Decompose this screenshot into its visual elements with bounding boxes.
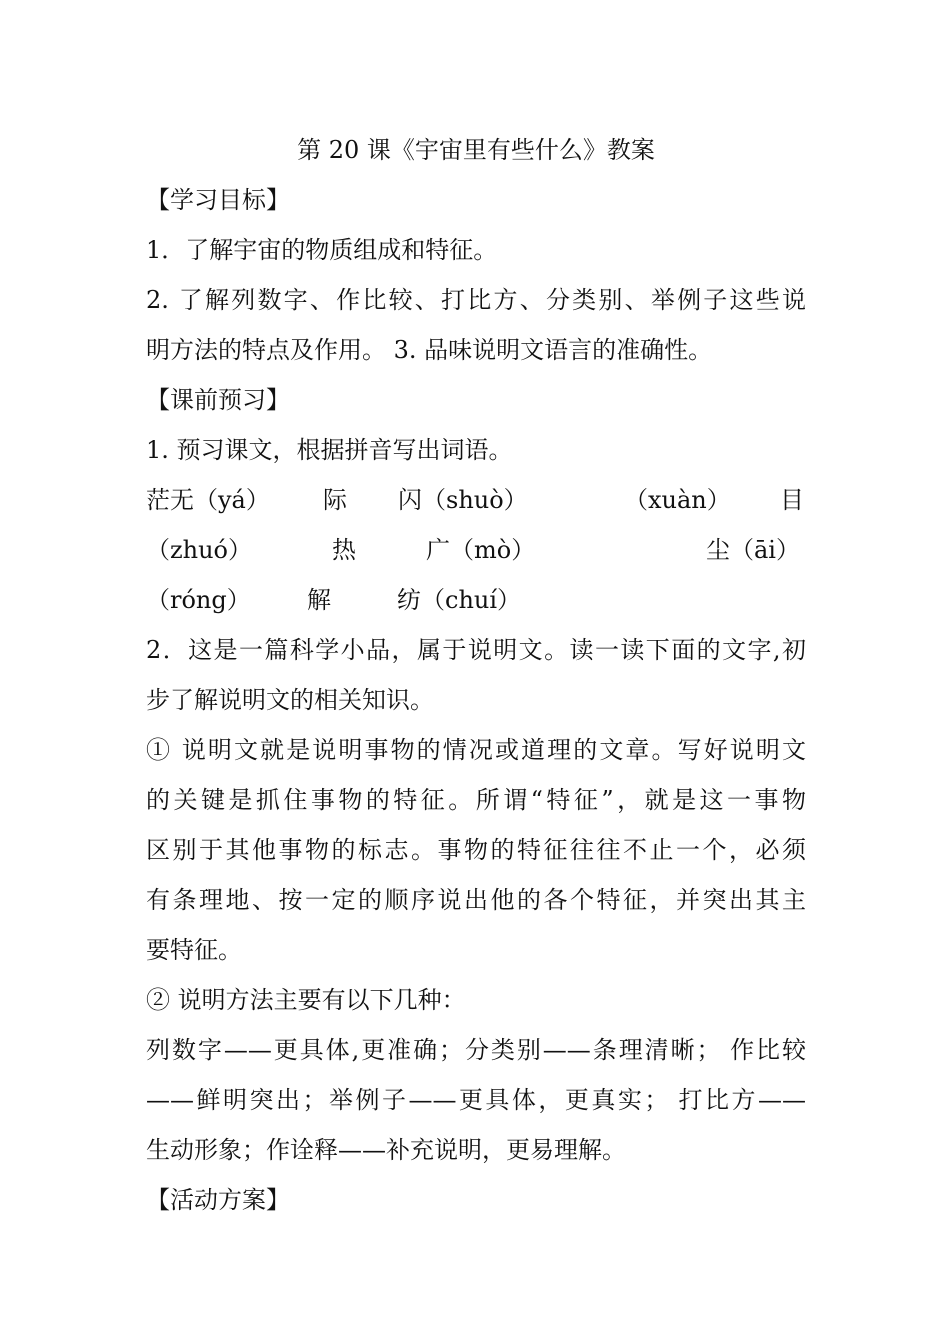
methods-line: 生动形象；作诠释——补充说明，更易理解。 [146, 1136, 626, 1164]
goal-item-1: 1．了解宇宙的物质组成和特征。 [146, 236, 498, 264]
point-1-line: 区别于其他事物的标志。事物的特征往往不止一个，必须 [146, 836, 806, 864]
pinyin-cell: （xuàn） [624, 486, 731, 514]
point-1-line: 要特征。 [146, 936, 242, 964]
methods-line: 列数字——更具体,更准确；分类别——条理清晰； 作比较 [146, 1036, 806, 1064]
pinyin-cell: （zhuó） [146, 536, 253, 564]
pinyin-cell: 闪（shuò） [398, 486, 528, 514]
pinyin-cell: （róng） [146, 586, 251, 614]
point-2-heading: ② 说明方法主要有以下几种： [146, 986, 466, 1014]
preview-task-1: 1. 预习课文，根据拼音写出词语。 [146, 436, 513, 464]
pinyin-cell: 尘（āi） [706, 536, 800, 564]
pinyin-row-3 [146, 575, 806, 625]
pinyin-row-2 [146, 525, 806, 575]
goal-item-2-line-1: 2. 了解列数字、作比较、打比方、分类别、举例子这些说 [146, 286, 806, 314]
section-heading-preview: 【课前预习】 [146, 386, 290, 414]
pinyin-cell: 纺（chuí） [397, 586, 522, 614]
preview-task-2-line-2: 步了解说明文的相关知识。 [146, 686, 434, 714]
pinyin-row-1 [146, 475, 806, 525]
pinyin-cell: 热 [332, 536, 356, 564]
pinyin-cell: 际 [323, 486, 347, 514]
goal-item-2-line-2: 明方法的特点及作用。 3. 品味说明文语言的准确性。 [146, 336, 713, 364]
section-heading-activity: 【活动方案】 [146, 1186, 290, 1214]
section-heading-goals: 【学习目标】 [146, 186, 290, 214]
pinyin-cell: 茫无（yá） [146, 486, 270, 514]
pinyin-cell: 目 [780, 486, 804, 514]
point-1-line: 有条理地、按一定的顺序说出他的各个特征，并突出其主 [146, 886, 806, 914]
pinyin-cell: 解 [307, 586, 331, 614]
document-page [146, 125, 806, 1225]
methods-line: ——鲜明突出；举例子——更具体，更真实； 打比方—— [146, 1086, 806, 1114]
point-1-line: ① 说明文就是说明事物的情况或道理的文章。写好说明文 [146, 736, 806, 764]
document-title: 第 20 课《宇宙里有些什么》教案 [297, 136, 655, 164]
pinyin-cell: 广（mò） [426, 536, 536, 564]
point-1-line: 的关键是抓住事物的特征。所谓“特征”，就是这一事物 [146, 786, 806, 814]
preview-task-2-line-1: 2．这是一篇科学小品，属于说明文。读一读下面的文字,初 [146, 636, 806, 664]
